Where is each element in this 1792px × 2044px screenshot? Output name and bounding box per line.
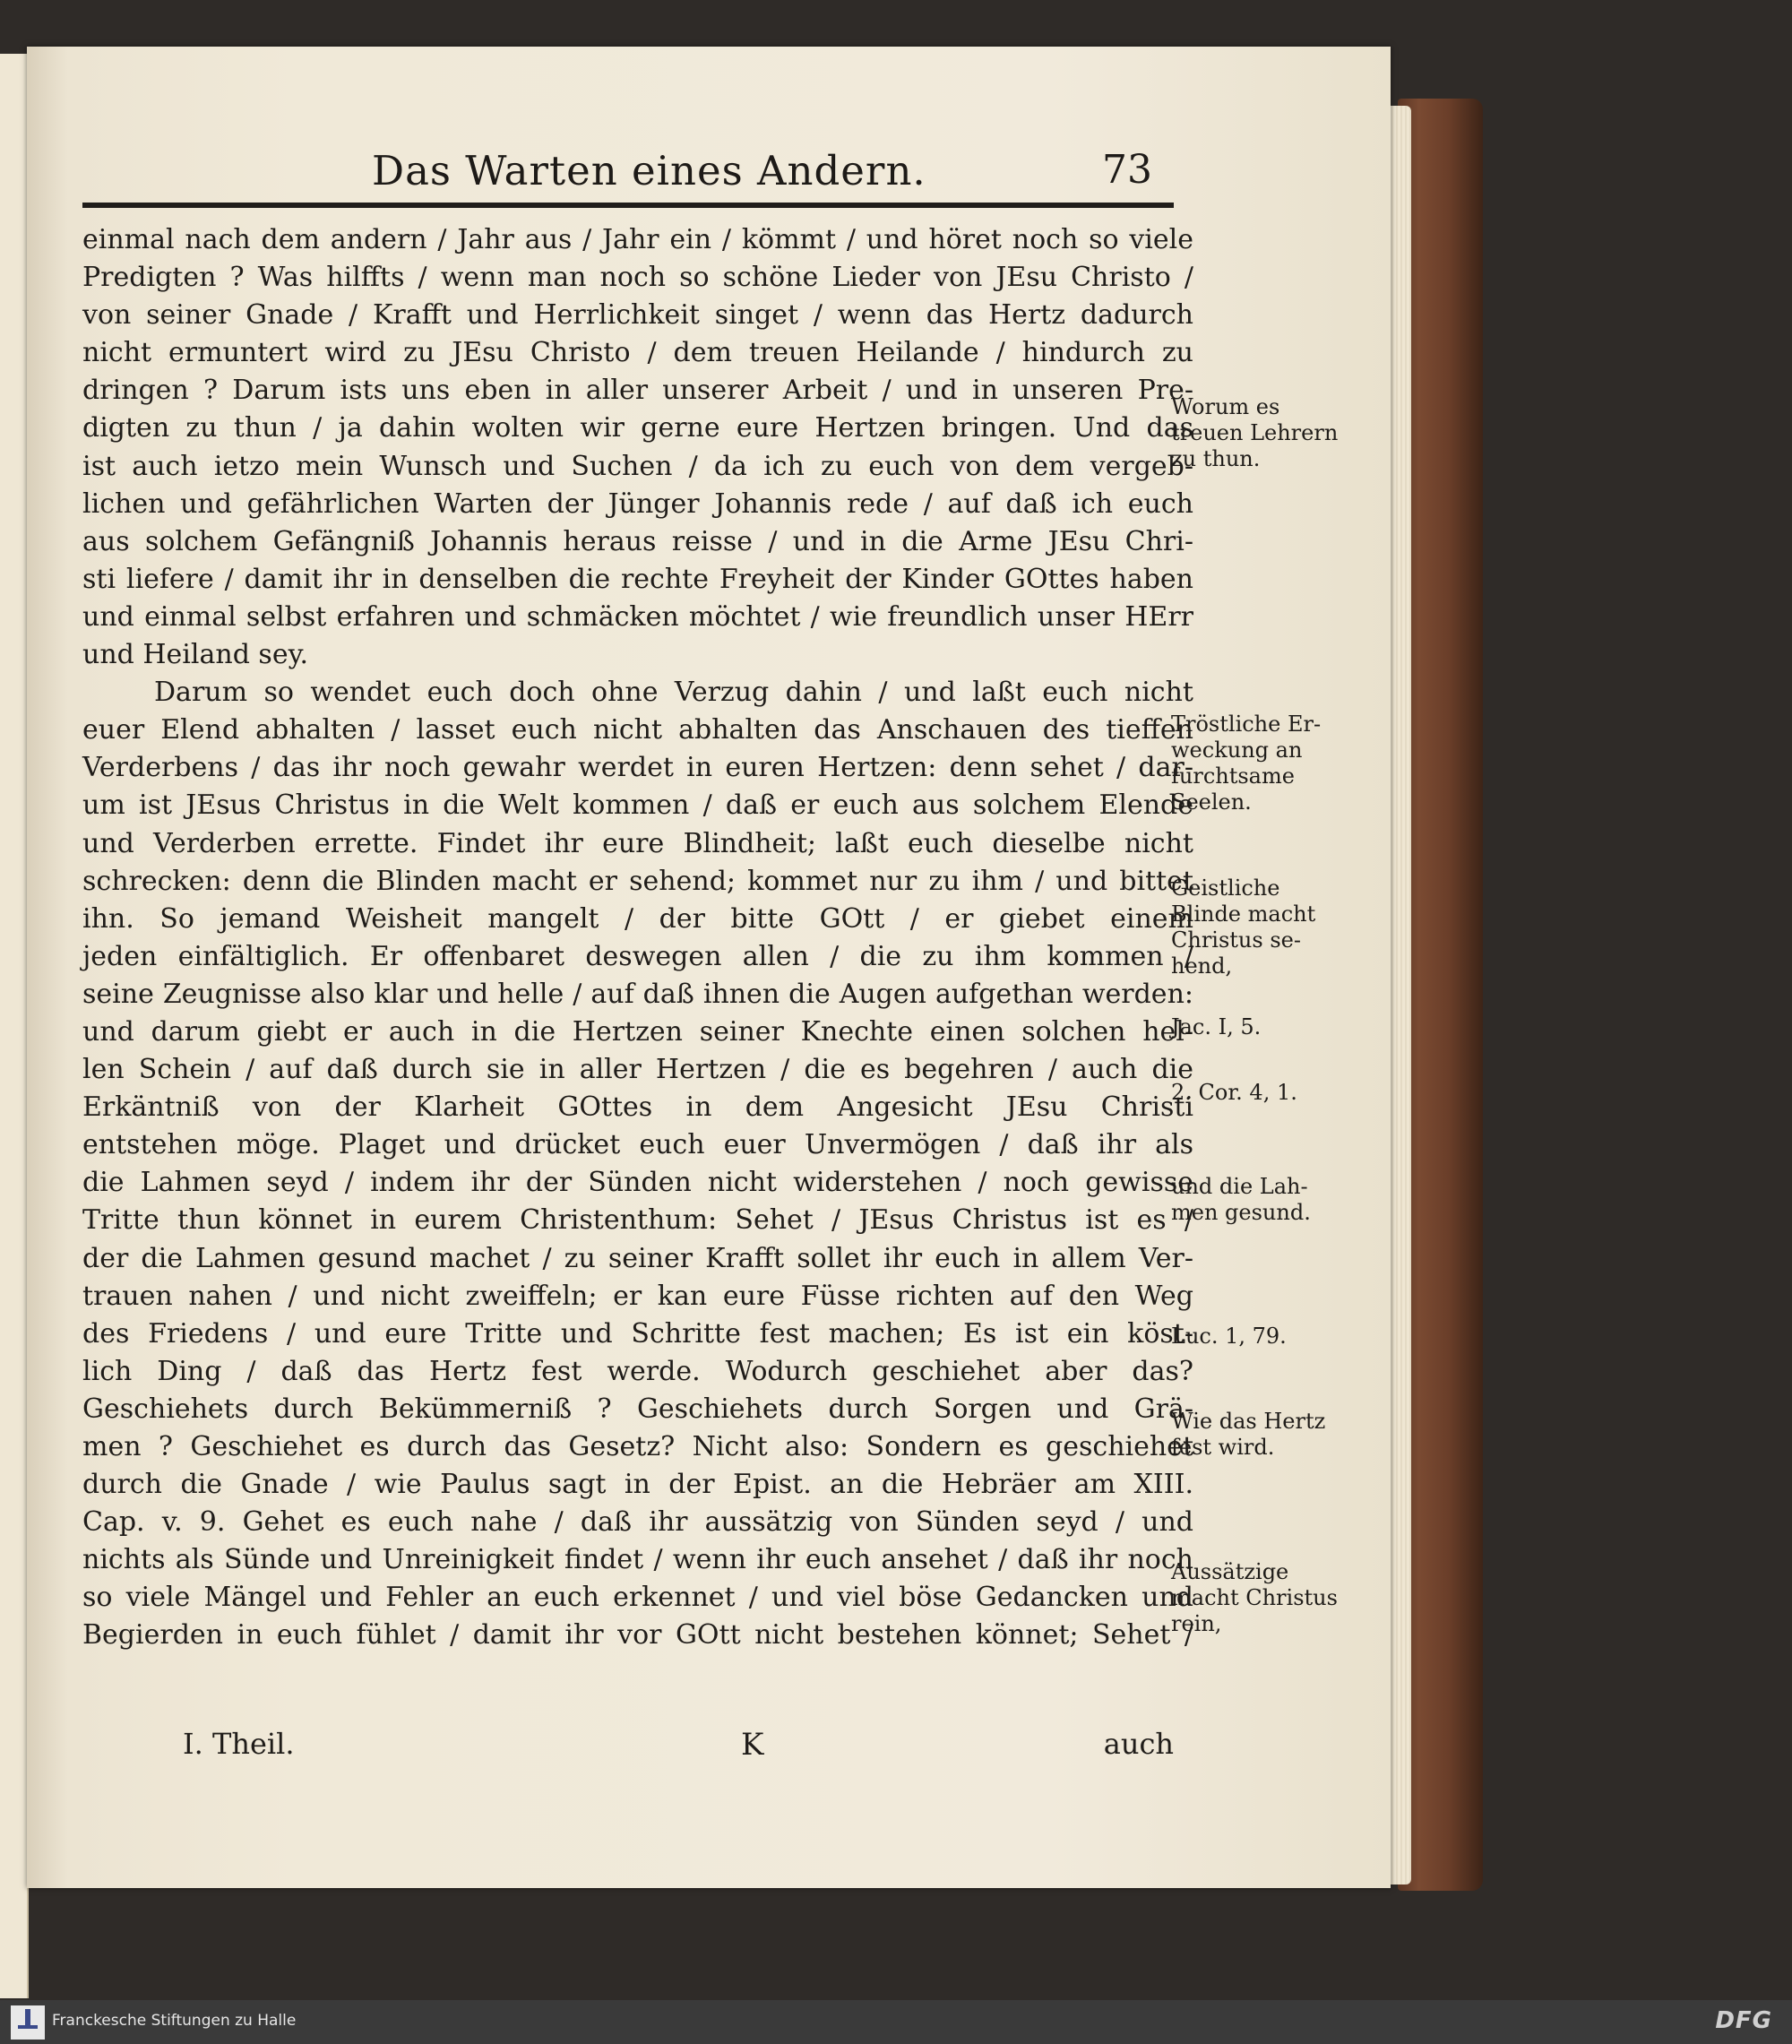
- signature-label: I. Theil.: [183, 1727, 295, 1761]
- margin-note: 2. Cor. 4, 1.: [1171, 1080, 1297, 1105]
- text-line: und einmal selbst erfahren und schmäcken möchtet / wie freundlich unser HErr: [82, 600, 1193, 633]
- margin-note: Worum es treuen Lehrern zu thun.: [1171, 394, 1339, 471]
- margin-note: Aussätzige macht Christus rein,: [1171, 1559, 1338, 1636]
- text-line: Geschiehets durch Bekümmerniß ? Geschiehets durch Sorgen und Grä-: [82, 1393, 1193, 1425]
- text-line: schrecken: denn die Blinden macht er sehend; kommet nur zu ihm / und bittet: [82, 865, 1193, 897]
- dfg-logo[interactable]: DFG: [1715, 2007, 1772, 2034]
- facing-page-edge: [0, 54, 29, 1998]
- text-line: Cap. v. 9. Gehet es euch nahe / daß ihr aussätzig von Sünden seyd / und: [82, 1506, 1193, 1539]
- text-line: Predigten ? Was hilffts / wenn man noch so schöne Lieder von JEsu Christo /: [82, 262, 1193, 294]
- text-line: lich Ding / daß das Hertz fest werde. Wodurch geschiehet aber das?: [82, 1355, 1193, 1387]
- text-line: von seiner Gnade / Krafft und Herrlichkeit singet / wenn das Hertz dadurch: [82, 299, 1193, 332]
- text-line: trauen nahen / und nicht zweiffeln; er kan eure Füsse richten auf den Weg: [82, 1280, 1193, 1312]
- header-rule: [82, 203, 1174, 208]
- margin-note: Wie das Hertz fest wird.: [1171, 1409, 1326, 1460]
- text-line: sti liefere / damit ihr in denselben die rechte Freyheit der Kinder GOttes haben: [82, 563, 1193, 595]
- text-line: Begierden in euch fühlet / damit ihr vor GOtt nicht bestehen könnet; Sehet /: [82, 1619, 1193, 1652]
- catchword: auch: [1103, 1727, 1174, 1761]
- text-line: jeden einfältiglich. Er offenbaret deswegen allen / die zu ihm kommen /: [82, 940, 1193, 972]
- text-line: entstehen möge. Plaget und drücket euch euer Unvermögen / daß ihr als: [82, 1129, 1193, 1161]
- text-line: nichts als Sünde und Unreinigkeit findet / wenn ihr euch ansehet / daß ihr noch: [82, 1544, 1193, 1576]
- body-text: [82, 221, 1193, 1655]
- text-line: lichen und gefährlichen Warten der Jünger Johannis rede / auf daß ich euch: [82, 487, 1193, 520]
- text-line: Darum so wendet euch doch ohne Verzug dahin / und laßt euch nicht: [154, 677, 1193, 709]
- text-line: Erkäntniß von der Klarheit GOttes in dem Angesicht JEsu Christi: [82, 1091, 1193, 1124]
- page-number: 73: [1102, 147, 1152, 193]
- text-line: der die Lahmen gesund machet / zu seiner Krafft sollet ihr euch in allem Ver-: [82, 1242, 1193, 1274]
- text-line: ist auch ietzo mein Wunsch und Suchen / da ich zu euch von dem vergeb-: [82, 450, 1193, 482]
- text-line: und Heiland sey.: [82, 639, 309, 671]
- text-line: dringen ? Darum ists uns eben in aller unserer Arbeit / und in unseren Pre-: [82, 375, 1193, 407]
- page-footer-line: [82, 1727, 1174, 1766]
- book-page: [27, 47, 1391, 1888]
- text-line: Verderbens / das ihr noch gewahr werdet in euren Hertzen: denn sehet / dar-: [82, 752, 1193, 784]
- text-line: ihn. So jemand Weisheit mangelt / der bitte GOtt / er giebet einem: [82, 902, 1193, 935]
- text-line: euer Elend abhalten / lasset euch nicht abhalten das Anschauen des tieffen: [82, 714, 1193, 746]
- text-line: len Schein / auf daß durch sie in aller Hertzen / die es begehren / auch die: [82, 1054, 1193, 1086]
- viewer-footer: [0, 2000, 1792, 2044]
- signature-mark: K: [741, 1727, 764, 1763]
- text-line: durch die Gnade / wie Paulus sagt in der Epist. an die Hebräer am XIII.: [82, 1469, 1193, 1501]
- text-line: einmal nach dem andern / Jahr aus / Jahr ein / kömmt / und höret noch so viele: [82, 224, 1193, 255]
- text-line: Tritte thun könnet in eurem Christenthum: Sehet / JEsus Christus ist es /: [82, 1204, 1193, 1237]
- running-head: [27, 138, 1391, 203]
- margin-note: und die Lah- men gesund.: [1171, 1174, 1311, 1225]
- margin-note: Luc. 1, 79.: [1171, 1324, 1287, 1349]
- institution-logo-icon[interactable]: [11, 2005, 45, 2040]
- page-title: Das Warten eines Andern.: [372, 147, 926, 194]
- text-line: seine Zeugnisse also klar und helle / auf daß ihnen die Augen aufgethan werden:: [82, 978, 1193, 1010]
- text-line: und Verderben errette. Findet ihr eure Blindheit; laßt euch dieselbe nicht: [82, 827, 1193, 859]
- text-line: aus solchem Gefängniß Johannis heraus reisse / und in die Arme JEsu Chri-: [82, 525, 1193, 557]
- text-line: die Lahmen seyd / indem ihr der Sünden nicht widerstehen / noch gewisse: [82, 1167, 1193, 1199]
- text-line: und darum giebt er auch in die Hertzen seiner Knechte einen solchen hel-: [82, 1015, 1193, 1048]
- margin-note: Jac. I, 5.: [1171, 1014, 1262, 1039]
- institution-name[interactable]: Franckesche Stiftungen zu Halle: [52, 2012, 297, 2030]
- margin-note: Tröstliche Er- weckung an furchtsame Seelen.: [1171, 712, 1322, 815]
- text-line: nicht ermuntert wird zu JEsu Christo / dem treuen Heilande / hindurch zu: [82, 337, 1193, 369]
- text-line: digten zu thun / ja dahin wolten wir gerne eure Hertzen bringen. Und das: [82, 412, 1193, 444]
- margin-note: Geistliche Blinde macht Christus se- hend,: [1171, 875, 1316, 979]
- text-line: des Friedens / und eure Tritte und Schritte fest machen; Es ist ein köst-: [82, 1317, 1193, 1350]
- text-line: men ? Geschiehet es durch das Gesetz? Nicht also: Sondern es geschiehet: [82, 1431, 1193, 1462]
- text-line: um ist JEsus Christus in die Welt kommen / daß er euch aus solchem Elende: [82, 789, 1193, 822]
- text-line: so viele Mängel und Fehler an euch erkennet / und viel böse Gedancken und: [82, 1582, 1193, 1614]
